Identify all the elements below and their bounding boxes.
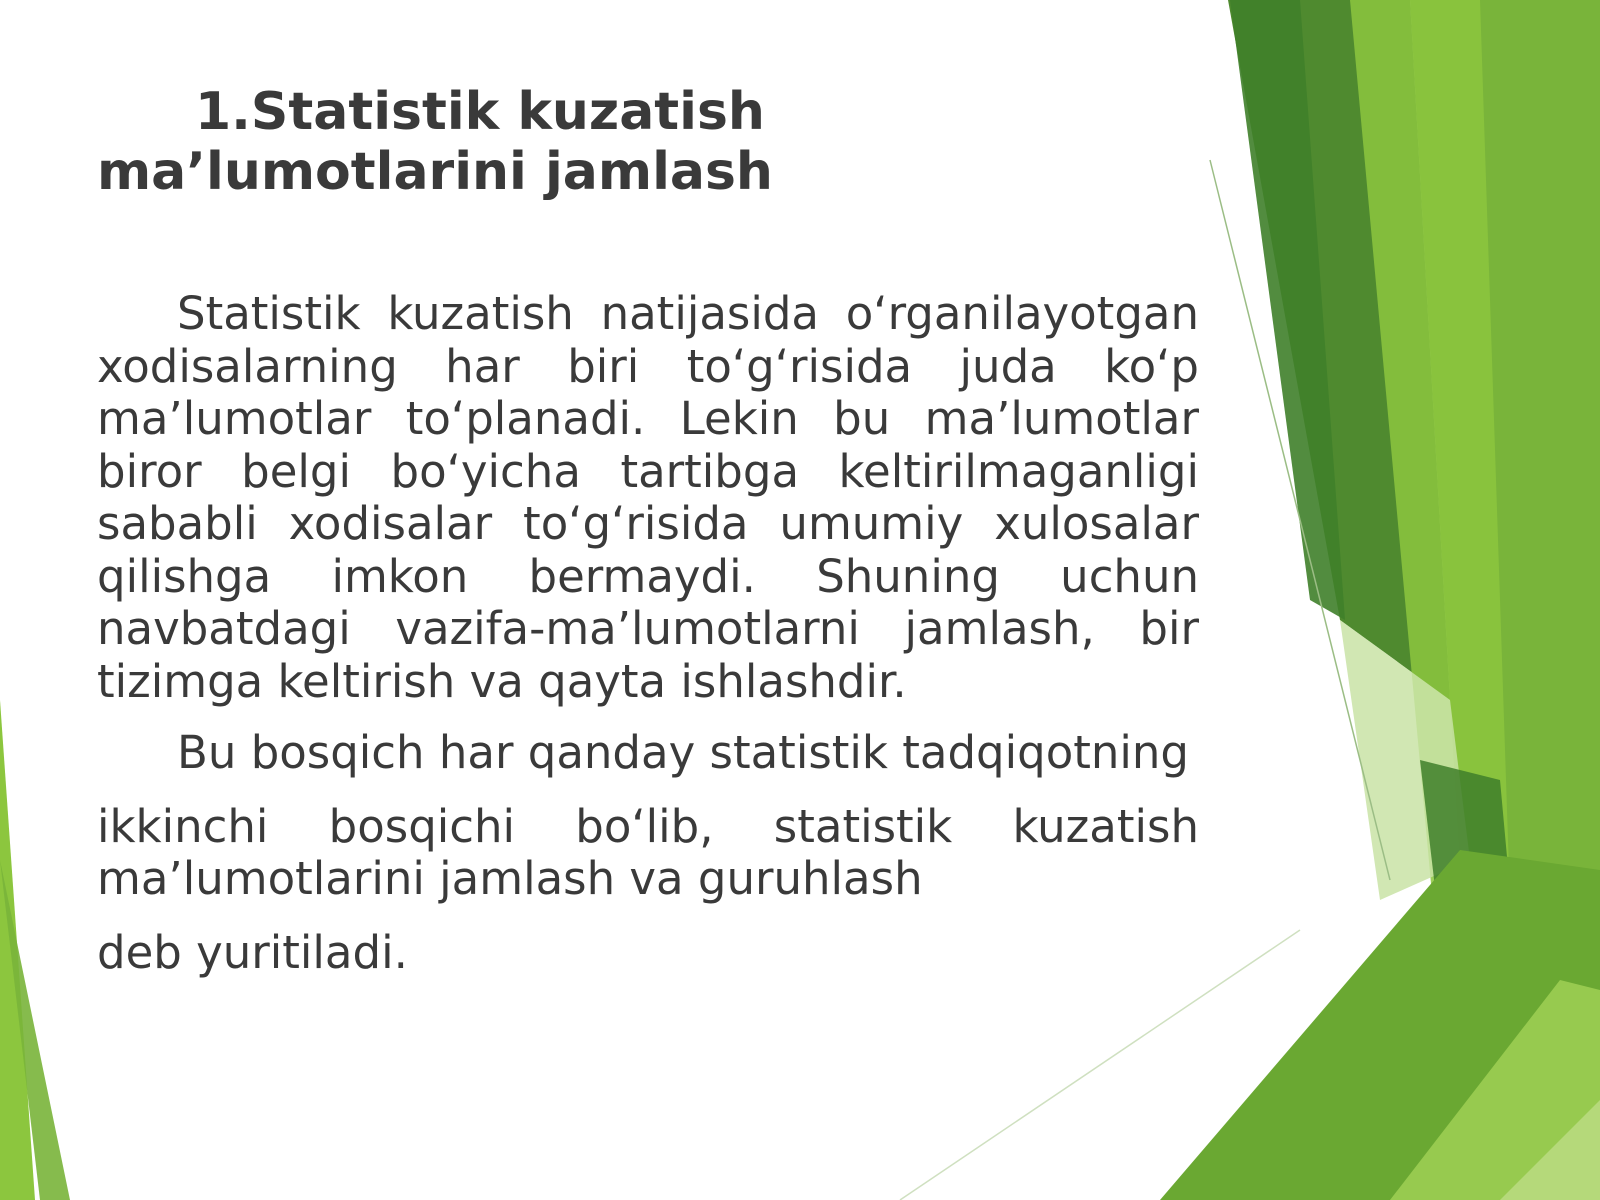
paragraph-1: Statistik kuzatish natijasida o‘rganilayotgan xodisalarning har biri to‘g‘risida juda ko‘p ma’lumotlar to‘planadi. Lekin bu ma’lumotlar biror belgi bo‘yicha tartibga keltirilmaganligi sababli xodisalar to‘g‘risida umumiy xulosalar qilishga imkon bermaydi. Shuning uchun navbatdagi vazifa-ma’lumotlarni jamlash, bir tizimga keltirish va qayta ishlashdir. bbox=[97, 287, 1199, 708]
paragraph-4: deb yuritiladi. bbox=[97, 925, 408, 979]
paragraph-2: Bu bosqich har qanday statistik tadqiqotning bbox=[177, 726, 1189, 779]
paragraph-3: ikkinchi bosqichi bo‘lib, statistik kuzatish ma’lumotlarini jamlash va guruhlash bbox=[97, 799, 1199, 905]
slide-title: 1.Statistik kuzatish ma’lumotlarini jamlash bbox=[97, 82, 773, 202]
slide-content bbox=[97, 82, 1199, 979]
